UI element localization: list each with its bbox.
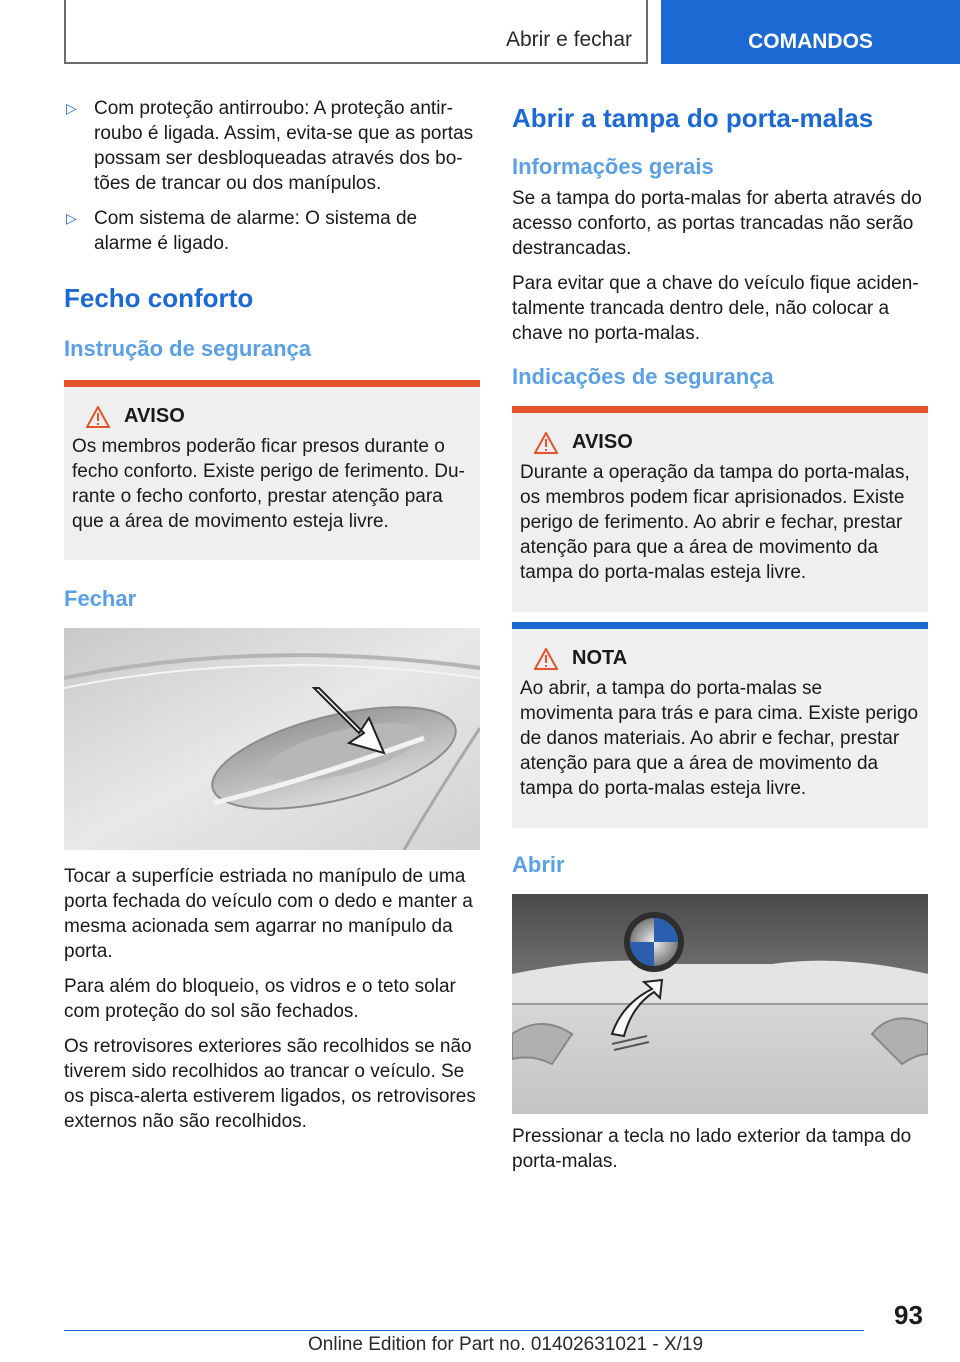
- trunk-button-image: [512, 894, 928, 1114]
- list-item-text: Com sistema de alarme: O sistema de alarme é ligado.: [94, 208, 418, 254]
- warning-box: [512, 406, 928, 612]
- footer-edition: Online Edition for Part no. 01402631021 - X/19: [308, 1334, 704, 1355]
- heading-instrucao-seguranca: Instrução de segurança: [64, 336, 311, 361]
- heading-indicacoes-seguranca: Indicações de segurança: [512, 364, 774, 389]
- paragraph: Os retrovisores exteriores são recolhidos se não tiverem sido recolhidos ao trancar o veículo. Se os pisca-alerta estiverem ligados, os retrovisores externos não são recolhidos.: [64, 1036, 476, 1132]
- warning-triangle-icon: [534, 432, 558, 454]
- heading-fechar: Fechar: [64, 586, 137, 611]
- left-column: [64, 96, 480, 1144]
- warning-title: AVISO: [572, 431, 633, 453]
- note-box: [512, 622, 928, 828]
- heading-abrir-tampa: Abrir a tampa do porta-malas: [512, 103, 874, 133]
- chapter-tab: [661, 0, 960, 64]
- note-text: Ao abrir, a tampa do porta-malas se movimenta para trás e para cima. Existe perigo de danos materiais. Ao abrir e fechar, prestar atenção para que a área de movimento da tampa do porta-malas esteja livre.: [520, 678, 919, 799]
- list-item: [64, 206, 480, 256]
- heading-informacoes-gerais: Informações gerais: [512, 154, 714, 179]
- footer-divider: [64, 1330, 864, 1331]
- chapter-title: COMANDOS: [748, 30, 873, 53]
- door-handle-image: [64, 628, 480, 850]
- list-item-text: Com proteção antirroubo: A proteção antir-roubo é ligada. Assim, evita-se que as portas possam ser desbloqueadas através dos bo-tões de trancar ou dos manípulos.: [94, 98, 474, 194]
- page-number: 93: [894, 1300, 923, 1330]
- heading-fecho-conforto: Fecho conforto: [64, 283, 254, 313]
- heading-abrir: Abrir: [512, 852, 565, 877]
- warning-triangle-icon: [534, 648, 558, 670]
- warning-triangle-icon: [86, 406, 110, 428]
- right-column: [512, 96, 928, 1184]
- warning-title: AVISO: [124, 405, 185, 427]
- warning-text: Durante a operação da tampa do porta-malas, os membros podem ficar aprisionados. Existe perigo de ferimento. Ao abrir e fechar, prestar atenção para que a área de movimento da tampa do porta-malas esteja livre.: [520, 462, 910, 583]
- bullet-triangle-icon: ▷: [66, 100, 77, 116]
- warning-box: [64, 380, 480, 560]
- figure-caption: Pressionar a tecla no lado exterior da tampa do porta-malas.: [512, 1126, 912, 1172]
- paragraph: Para além do bloqueio, os vidros e o teto solar com proteção do sol são fechados.: [64, 976, 456, 1022]
- header-section-box: [64, 0, 648, 64]
- paragraph: Tocar a superfície estriada no manípulo de uma porta fechada do veículo com o dedo e manter a mesma acionada sem agarrar no manípulo da porta.: [64, 866, 473, 962]
- bullet-triangle-icon: ▷: [66, 210, 77, 226]
- warning-text: Os membros poderão ficar presos durante o fecho conforto. Existe perigo de ferimento. Du-rante o fecho conforto, prestar atenção para que a área de movimento esteja livre.: [72, 436, 465, 532]
- paragraph: Se a tampa do porta-malas for aberta através do acesso conforto, as portas trancadas não serão destrancadas.: [512, 188, 922, 259]
- paragraph: Para evitar que a chave do veículo fique aciden-talmente trancada dentro dele, não colocar a chave no porta-malas.: [512, 273, 919, 344]
- section-title: Abrir e fechar: [505, 28, 632, 51]
- list-item: [64, 96, 480, 196]
- note-title: NOTA: [572, 647, 628, 669]
